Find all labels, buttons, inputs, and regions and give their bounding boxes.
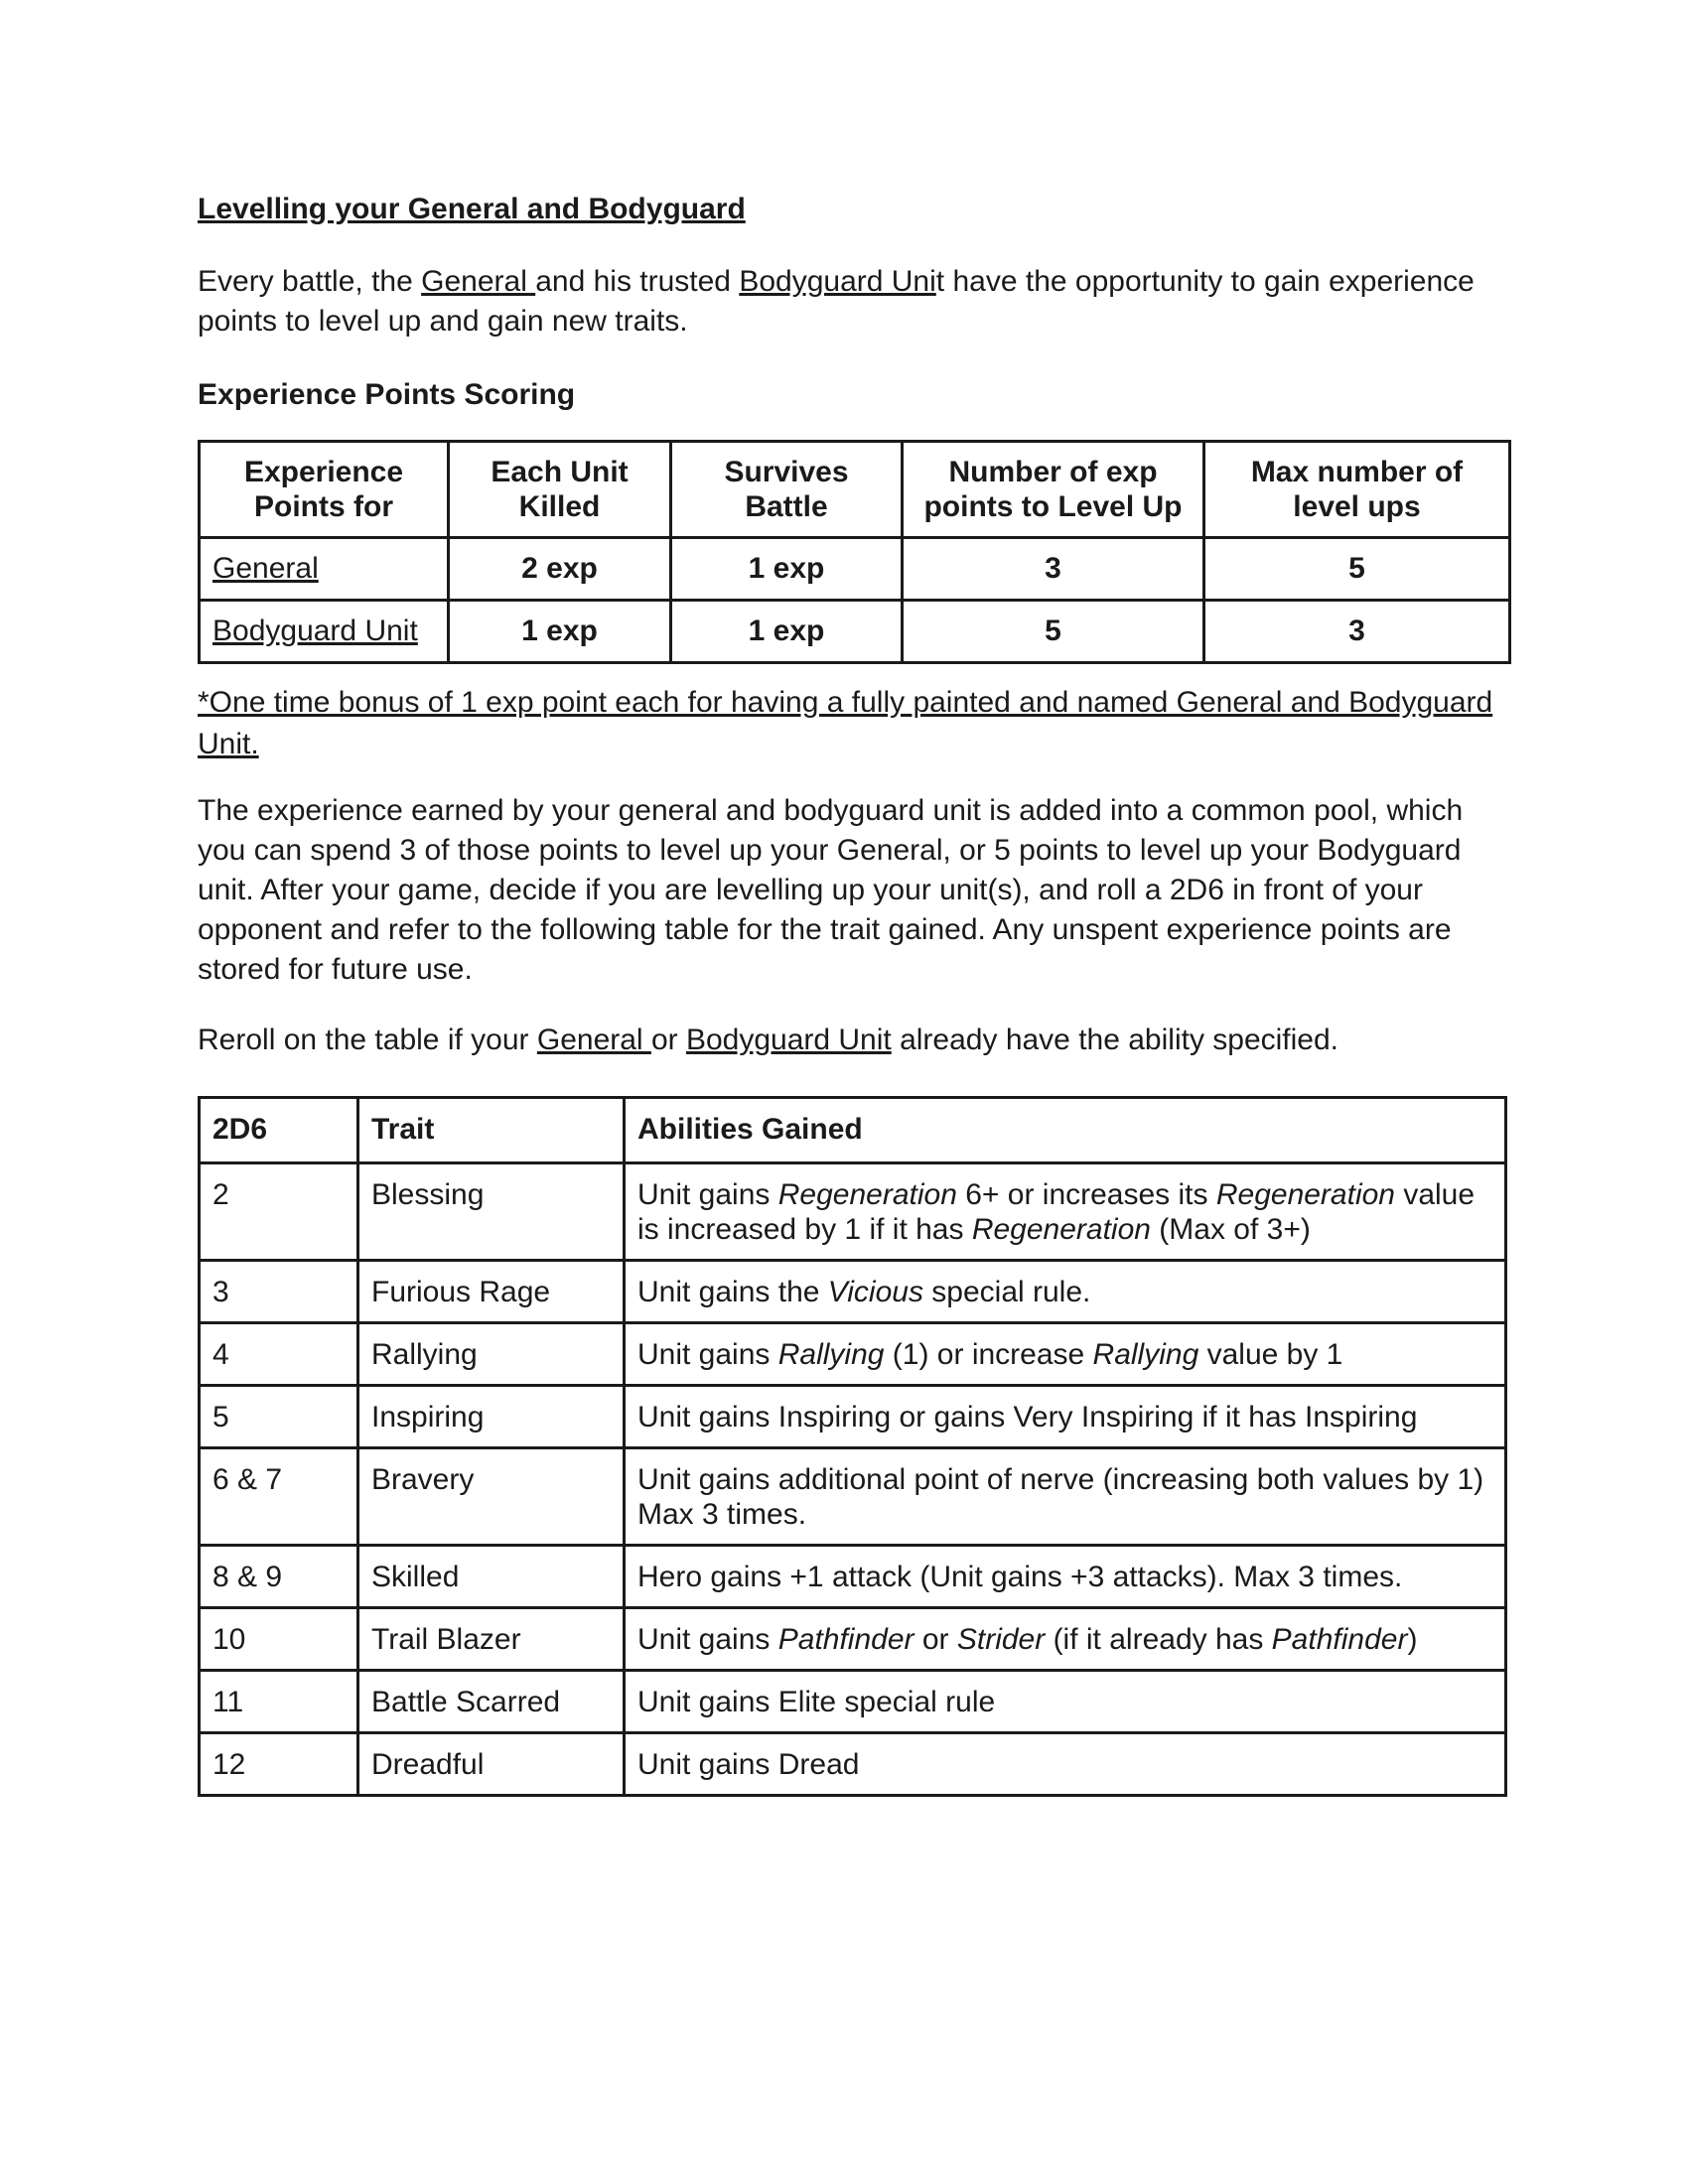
ability-text: Unit gains Dread bbox=[637, 1748, 860, 1781]
traits-table bbox=[198, 1096, 1507, 1797]
ability-text: value is increased by 1 if it has bbox=[637, 1178, 1476, 1246]
ability-term: Regeneration bbox=[1215, 1178, 1395, 1211]
ability-term: Rallying bbox=[1092, 1338, 1199, 1371]
exp-table-header-row bbox=[200, 442, 1510, 538]
ability-text: Unit gains bbox=[637, 1338, 778, 1371]
table-row bbox=[200, 1386, 1506, 1448]
trait-ability-cell bbox=[625, 1608, 1506, 1671]
trait-ability-cell bbox=[625, 1733, 1506, 1796]
exp-header-cell: Survives Battle bbox=[671, 442, 903, 538]
trait-roll-cell: 2 bbox=[200, 1163, 358, 1261]
trait-ability-cell bbox=[625, 1448, 1506, 1546]
exp-header-cell: Each Unit Killed bbox=[449, 442, 671, 538]
ability-term: Rallying bbox=[777, 1338, 885, 1371]
reroll-text-2: or bbox=[650, 1024, 686, 1056]
trait-name-cell: Rallying bbox=[358, 1323, 625, 1386]
ability-term: Strider bbox=[956, 1623, 1046, 1656]
ability-term: Pathfinder bbox=[777, 1623, 914, 1656]
ability-term: Regeneration bbox=[971, 1213, 1151, 1246]
ability-text: (Max of 3+) bbox=[1150, 1213, 1311, 1246]
trait-name-cell: Trail Blazer bbox=[358, 1608, 625, 1671]
trait-ability-cell bbox=[625, 1163, 1506, 1261]
table-row bbox=[200, 601, 1510, 663]
traits-header-row bbox=[200, 1098, 1506, 1163]
exp-cell: 3 bbox=[1204, 601, 1510, 663]
exp-cell: 1 exp bbox=[449, 601, 671, 663]
ability-text: or bbox=[914, 1623, 957, 1656]
traits-header-cell: Abilities Gained bbox=[625, 1098, 1506, 1163]
table-row bbox=[200, 1608, 1506, 1671]
table-row bbox=[200, 1733, 1506, 1796]
exp-heading: Experience Points Scoring bbox=[198, 378, 576, 411]
table-row bbox=[200, 538, 1510, 601]
reroll-text-3: already have the ability specified. bbox=[891, 1024, 1339, 1056]
trait-roll-cell: 12 bbox=[200, 1733, 358, 1796]
pool-paragraph: The experience earned by your general and bodyguard unit is added into a common pool, which you can spend 3 of those points to level up your General, or 5 points to level up your Bodyguard unit. After your game, decide if you are levelling up your unit(s), and roll a 2D6 in front of your opponent and refer to the following table for the trait gained. Any unspent experience points are stored for future use. bbox=[198, 794, 1464, 986]
ability-text: value by 1 bbox=[1198, 1338, 1343, 1371]
ability-text: Unit gains Inspiring or gains Very Inspiring if it has Inspiring bbox=[637, 1401, 1418, 1433]
ability-text: Hero gains +1 attack (Unit gains +3 attacks). Max 3 times. bbox=[637, 1561, 1403, 1593]
exp-unit-general: General bbox=[200, 538, 449, 601]
trait-roll-cell: 3 bbox=[200, 1261, 358, 1323]
reroll-text-1: Reroll on the table if your bbox=[198, 1024, 537, 1056]
trait-ability-cell bbox=[625, 1546, 1506, 1608]
trait-roll-cell: 8 & 9 bbox=[200, 1546, 358, 1608]
general-link: General bbox=[421, 265, 536, 298]
ability-term: Vicious bbox=[827, 1276, 923, 1308]
trait-name-cell: Skilled bbox=[358, 1546, 625, 1608]
ability-text: Max 3 times. bbox=[637, 1498, 807, 1531]
intro-text-2: and his trusted bbox=[535, 265, 740, 298]
ability-text: (if it already has bbox=[1045, 1623, 1272, 1656]
traits-header-cell: 2D6 bbox=[200, 1098, 358, 1163]
ability-term: Pathfinder bbox=[1271, 1623, 1408, 1656]
ability-term: Regeneration bbox=[777, 1178, 957, 1211]
exp-header-cell: Max number of level ups bbox=[1204, 442, 1510, 538]
trait-roll-cell: 5 bbox=[200, 1386, 358, 1448]
bodyguard-link: Bodyguard Uni bbox=[739, 265, 936, 298]
exp-unit-bodyguard: Bodyguard Unit bbox=[200, 601, 449, 663]
exp-table bbox=[198, 440, 1511, 664]
exp-cell: 1 exp bbox=[671, 538, 903, 601]
table-row bbox=[200, 1323, 1506, 1386]
ability-text: Unit gains the bbox=[637, 1276, 828, 1308]
exp-header-cell: Experience Points for bbox=[200, 442, 449, 538]
trait-roll-cell: 4 bbox=[200, 1323, 358, 1386]
intro-paragraph bbox=[198, 262, 1508, 341]
trait-ability-cell bbox=[625, 1386, 1506, 1448]
table-row bbox=[200, 1163, 1506, 1261]
ability-text: Unit gains bbox=[637, 1178, 778, 1211]
exp-header-cell: Number of exp points to Level Up bbox=[903, 442, 1204, 538]
bodyguard-link: Bodyguard Unit bbox=[685, 1024, 892, 1056]
trait-ability-cell bbox=[625, 1323, 1506, 1386]
trait-name-cell: Bravery bbox=[358, 1448, 625, 1546]
exp-cell: 1 exp bbox=[671, 601, 903, 663]
ability-text: Unit gains bbox=[637, 1623, 778, 1656]
exp-cell: 3 bbox=[903, 538, 1204, 601]
bonus-note: *One time bonus of 1 exp point each for having a fully painted and named General and Bodyguard Unit. bbox=[198, 686, 1493, 760]
ability-text: 6+ or increases its bbox=[956, 1178, 1216, 1211]
trait-roll-cell: 10 bbox=[200, 1608, 358, 1671]
intro-text-3: t have the opportunity to gain experience points to level up and gain new traits. bbox=[198, 265, 1475, 338]
trait-ability-cell bbox=[625, 1261, 1506, 1323]
exp-cell: 5 bbox=[1204, 538, 1510, 601]
page-title: Levelling your General and Bodyguard bbox=[198, 193, 746, 225]
intro-text-1: Every battle, the bbox=[198, 265, 422, 298]
traits-table-body bbox=[200, 1163, 1506, 1796]
table-row bbox=[200, 1261, 1506, 1323]
table-row bbox=[200, 1546, 1506, 1608]
exp-cell: 2 exp bbox=[449, 538, 671, 601]
table-row bbox=[200, 1448, 1506, 1546]
ability-text: (1) or increase bbox=[884, 1338, 1093, 1371]
table-row bbox=[200, 1671, 1506, 1733]
document-page bbox=[198, 189, 1508, 1797]
trait-roll-cell: 6 & 7 bbox=[200, 1448, 358, 1546]
ability-text: Unit gains Elite special rule bbox=[637, 1686, 996, 1718]
traits-header-cell: Trait bbox=[358, 1098, 625, 1163]
ability-text: special rule. bbox=[922, 1276, 1091, 1308]
trait-name-cell: Battle Scarred bbox=[358, 1671, 625, 1733]
general-link: General bbox=[536, 1024, 651, 1056]
ability-text: Unit gains additional point of nerve (increasing both values by 1) bbox=[637, 1463, 1484, 1496]
trait-name-cell: Blessing bbox=[358, 1163, 625, 1261]
trait-name-cell: Inspiring bbox=[358, 1386, 625, 1448]
reroll-paragraph bbox=[198, 1021, 1508, 1060]
ability-text: ) bbox=[1407, 1623, 1418, 1656]
trait-ability-cell bbox=[625, 1671, 1506, 1733]
trait-roll-cell: 11 bbox=[200, 1671, 358, 1733]
trait-name-cell: Dreadful bbox=[358, 1733, 625, 1796]
trait-name-cell: Furious Rage bbox=[358, 1261, 625, 1323]
exp-cell: 5 bbox=[903, 601, 1204, 663]
